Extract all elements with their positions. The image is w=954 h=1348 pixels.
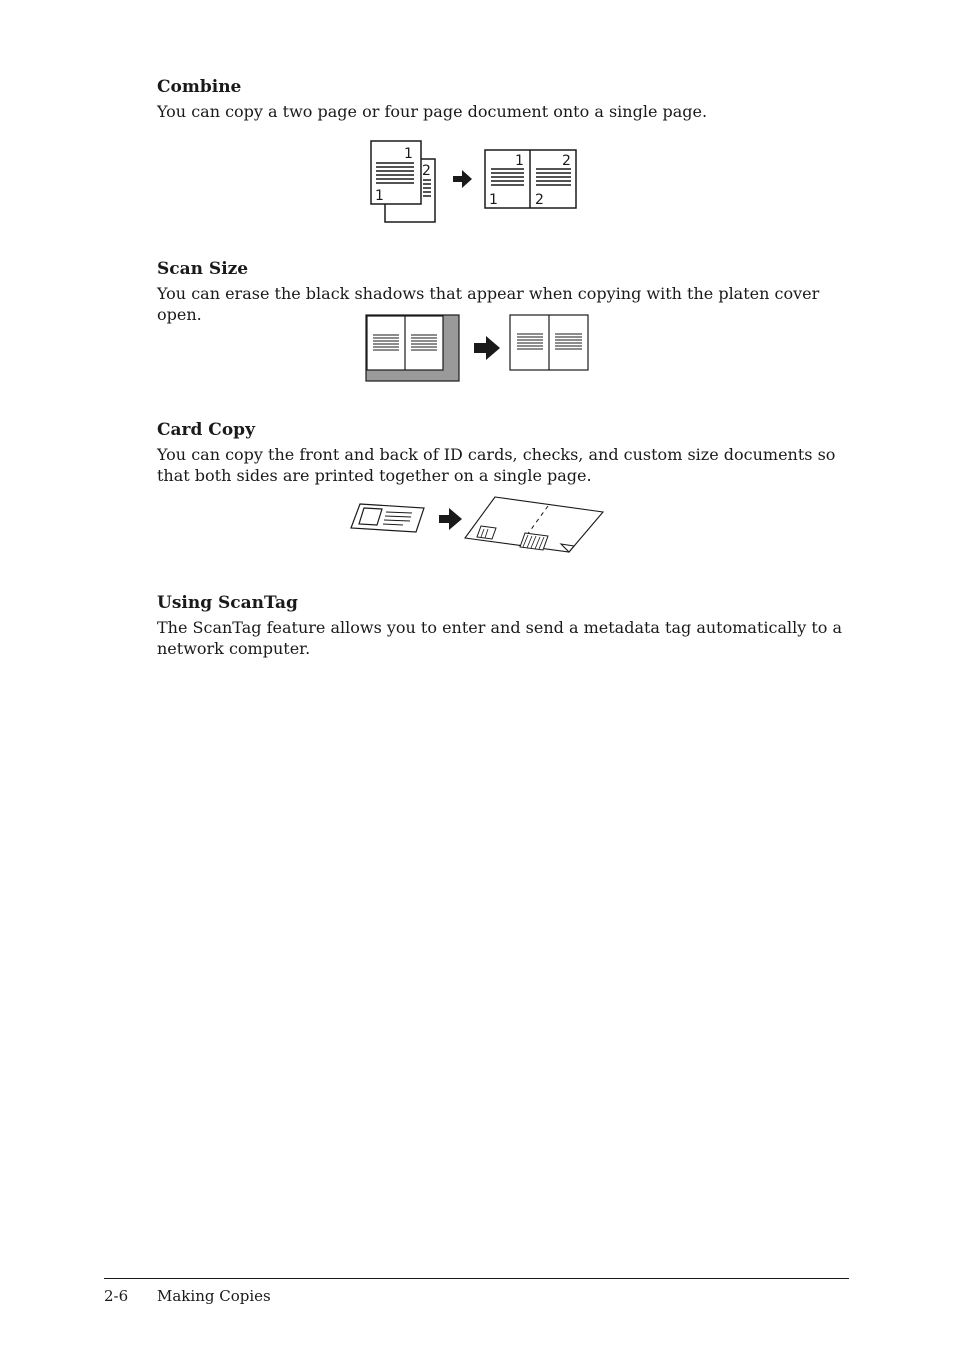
combine-right-number-3: 1 [489,192,498,208]
right-arrow-icon [453,170,472,188]
scan-size-description: You can erase the black shadows that appear when copying with the platen cover open. [157,284,820,324]
combine-description: You can copy a two page or four page document onto a single page. [157,102,708,121]
combine-left-number-3: 1 [375,188,384,204]
scantag-description: The ScanTag feature allows you to enter and send a metadata tag automatically to a network computer. [157,618,843,658]
scan-size-heading: Scan Size [157,259,249,279]
right-arrow-icon [474,336,500,360]
section-scantag [157,592,847,659]
combine-left-number-2: 2 [422,163,431,179]
combine-right-number-2: 2 [562,153,571,169]
combine-illustration [366,138,580,226]
scan-size-illustration [364,313,592,385]
footer-chapter-title: Making Copies [157,1287,271,1305]
section-card-copy [157,419,847,486]
combine-left-number-1: 1 [404,146,413,162]
footer-rule [104,1278,849,1279]
card-copy-description: You can copy the front and back of ID cards, checks, and custom size documents so that both sides are printed together on a single page. [157,445,836,485]
combine-right-number-1: 1 [515,153,524,169]
section-combine [157,76,847,122]
right-arrow-icon [439,508,462,530]
scantag-heading: Using ScanTag [157,593,298,613]
combine-heading: Combine [157,77,242,97]
card-copy-illustration [348,494,608,560]
card-copy-heading: Card Copy [157,420,255,440]
combine-right-number-4: 2 [535,192,544,208]
footer-page-number: 2-6 [104,1287,129,1305]
